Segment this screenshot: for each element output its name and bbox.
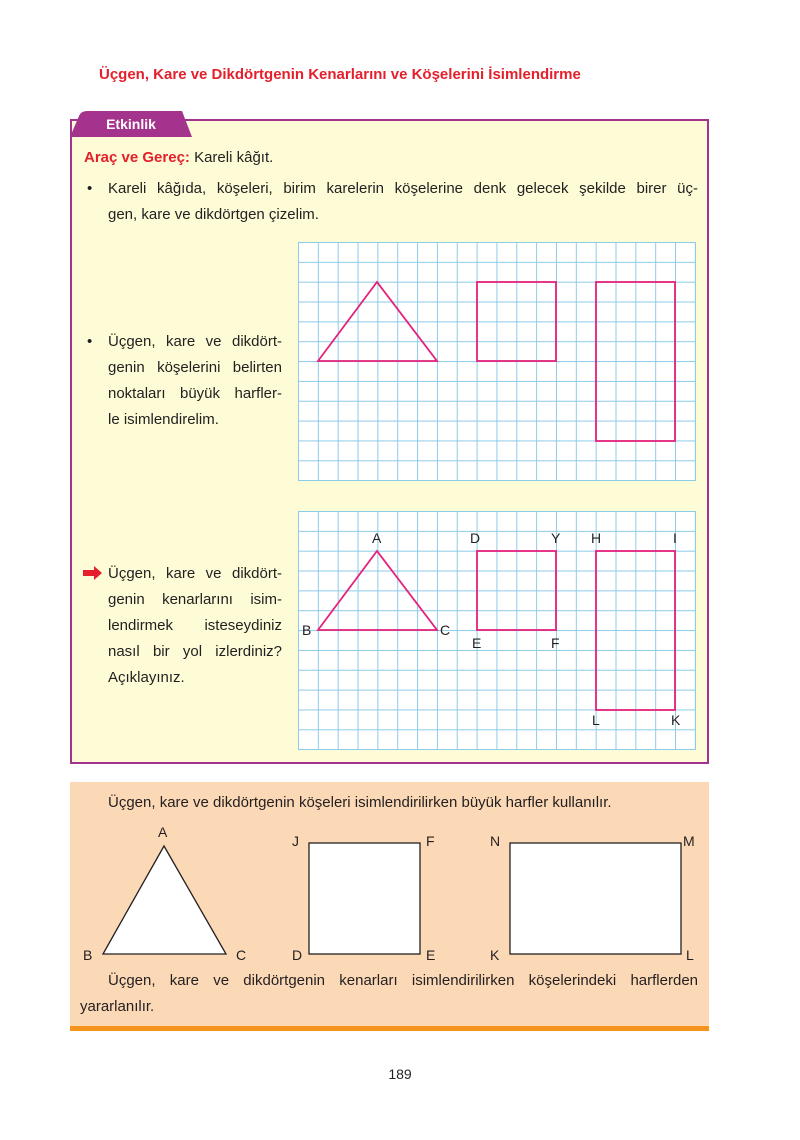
activity-tab bbox=[70, 111, 192, 137]
grid2-shapes bbox=[298, 511, 695, 749]
vertex-label: L bbox=[592, 712, 600, 728]
square-dyef-shape bbox=[477, 551, 556, 630]
vertex-label: D bbox=[470, 530, 481, 546]
question-line: genin kenarlarını isim- bbox=[108, 591, 282, 608]
vertex-label: E bbox=[426, 947, 436, 963]
question-text bbox=[108, 561, 282, 691]
bullet2-line: noktaları büyük harfler- bbox=[108, 385, 282, 402]
vertex-label: C bbox=[236, 947, 247, 963]
bullet2-line: genin köşelerini belirten bbox=[108, 359, 282, 376]
grid1-shapes bbox=[298, 242, 695, 480]
tools-value: Kareli kâğıt. bbox=[194, 149, 274, 166]
info-line3: yararlanılır. bbox=[80, 998, 155, 1015]
page-number: 189 bbox=[388, 1066, 412, 1082]
vertex-label: F bbox=[551, 635, 560, 651]
rectangle-shape bbox=[596, 282, 675, 441]
vertex-label: I bbox=[673, 530, 677, 546]
vertex-label: H bbox=[591, 530, 602, 546]
vertex-label: K bbox=[490, 947, 500, 963]
vertex-label: L bbox=[686, 947, 694, 963]
bullet-dot-icon: • bbox=[87, 333, 93, 350]
bullet1-line2: gen, kare ve dikdörtgen çizelim. bbox=[108, 206, 319, 223]
bullet2-line: Üçgen, kare ve dikdört- bbox=[108, 333, 282, 350]
vertex-label: Y bbox=[551, 530, 561, 546]
vertex-label: C bbox=[440, 622, 451, 638]
question-line: Açıklayınız. bbox=[108, 669, 185, 686]
bullet1-line1: Kareli kâğıda, köşeleri, birim karelerin köşelerine denk gelecek şekilde birer üç- bbox=[108, 180, 698, 197]
info-square-shape bbox=[309, 843, 420, 954]
activity-tab-label: Etkinlik bbox=[106, 116, 156, 132]
info-line2: Üçgen, kare ve dikdörtgenin kenarları isimlendirilirken köşelerindeki harflerden bbox=[108, 972, 698, 989]
triangle-abc-shape bbox=[318, 551, 437, 630]
vertex-label: E bbox=[472, 635, 482, 651]
question-line: Üçgen, kare ve dikdört- bbox=[108, 565, 282, 582]
square-shape bbox=[477, 282, 556, 361]
info-triangle-shape bbox=[103, 846, 226, 954]
vertex-label: B bbox=[83, 947, 93, 963]
vertex-label: F bbox=[426, 833, 435, 849]
triangle-shape bbox=[318, 282, 437, 361]
vertex-label: A bbox=[372, 530, 382, 546]
tools-label: Araç ve Gereç: bbox=[84, 149, 190, 166]
bullet2-line: le isimlendirelim. bbox=[108, 411, 219, 428]
bullet2-text bbox=[108, 329, 282, 433]
section-title: Üçgen, Kare ve Dikdörtgenin Kenarlarını ve Köşelerini İsimlendirme bbox=[99, 66, 581, 83]
info-line1: Üçgen, kare ve dikdörtgenin köşeleri isimlendirilirken büyük harfler kullanılır. bbox=[108, 794, 612, 811]
vertex-label: D bbox=[292, 947, 303, 963]
tools-line bbox=[84, 149, 273, 166]
vertex-label: J bbox=[292, 833, 299, 849]
info-rectangle-shape bbox=[510, 843, 681, 954]
question-line: lendirmek isteseydiniz bbox=[108, 617, 282, 634]
vertex-label: B bbox=[302, 622, 312, 638]
question-line: nasıl bir yol izlerdiniz? bbox=[108, 643, 282, 660]
vertex-label: A bbox=[158, 824, 168, 840]
vertex-label: M bbox=[683, 833, 695, 849]
rectangle-hilk-shape bbox=[596, 551, 675, 710]
bullet-dot-icon: • bbox=[87, 180, 93, 197]
vertex-label: N bbox=[490, 833, 501, 849]
red-arrow-icon bbox=[83, 566, 103, 580]
vertex-label: K bbox=[671, 712, 681, 728]
